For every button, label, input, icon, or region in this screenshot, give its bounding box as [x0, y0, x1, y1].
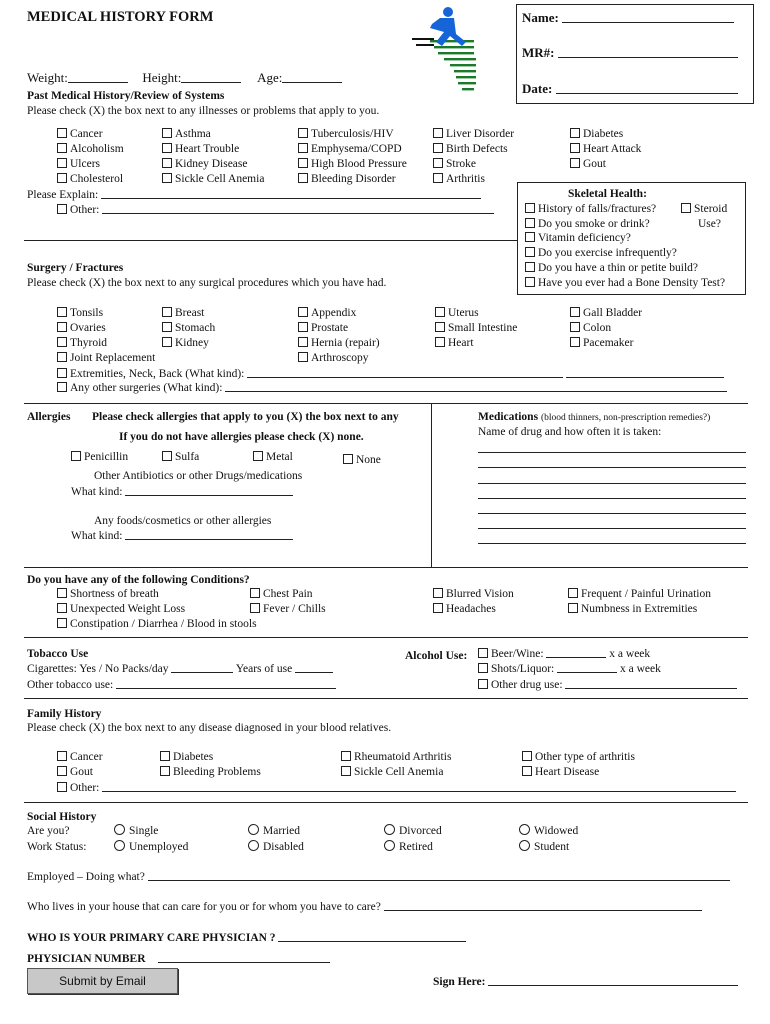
illness-checkbox[interactable] [433, 158, 443, 168]
surgery-item[interactable] [57, 306, 155, 321]
condition-item[interactable] [57, 602, 257, 617]
allergy-penicillin[interactable]: Penicillin [71, 450, 128, 464]
radio-widowed-icon[interactable] [519, 824, 530, 835]
skeletal-title: Skeletal Health: [568, 188, 647, 200]
mr-field[interactable]: MR#: [522, 46, 738, 60]
other-tobacco-field[interactable]: Other tobacco use: [27, 677, 336, 692]
surgery-col3 [298, 306, 380, 366]
illness-label: Asthma [175, 128, 211, 140]
family-disease-label: Other type of arthritis [535, 751, 635, 763]
skeletal-checkbox[interactable] [525, 262, 535, 272]
other-antibiotics-label: Other Antibiotics or other Drugs/medications [94, 470, 303, 482]
metal-checkbox[interactable] [253, 451, 263, 461]
family-other-field[interactable]: Other: [57, 780, 736, 795]
extremities-checkbox[interactable] [57, 368, 67, 378]
radio-unemployed[interactable]: Unemployed [114, 840, 188, 854]
surgery-item[interactable] [57, 321, 155, 336]
medications-instruction: Name of drug and how often it is taken: [478, 426, 662, 438]
family-disease-item[interactable] [522, 765, 635, 780]
condition-checkbox[interactable] [57, 588, 67, 598]
illness-item[interactable] [433, 142, 514, 157]
other-surgery-field[interactable]: Any other surgeries (What kind): [57, 380, 727, 395]
surgery-checkbox[interactable] [435, 322, 445, 332]
column-divider [431, 403, 432, 567]
condition-item[interactable] [568, 587, 711, 602]
surgery-item[interactable] [570, 306, 642, 321]
illness-label: Diabetes [583, 128, 624, 140]
surgery-col4 [435, 306, 517, 351]
illness-checkbox[interactable] [433, 173, 443, 183]
date-field[interactable]: Date: [522, 82, 738, 96]
surgery-checkbox[interactable] [435, 337, 445, 347]
family-disease-item[interactable] [160, 765, 261, 780]
illness-checkbox[interactable] [57, 143, 67, 153]
form-title: MEDICAL HISTORY FORM [27, 9, 214, 25]
condition-item[interactable] [57, 587, 257, 602]
illness-item[interactable] [162, 157, 264, 172]
surgery-checkbox[interactable] [57, 337, 67, 347]
surgery-item[interactable] [298, 336, 380, 351]
section-divider [24, 698, 748, 699]
cigarettes-field[interactable]: Cigarettes: Yes / No Packs/day Years of use [27, 661, 333, 676]
medication-line[interactable] [478, 543, 746, 544]
condition-checkbox[interactable] [250, 603, 260, 613]
condition-checkbox[interactable] [57, 618, 67, 628]
illness-label: Heart Attack [583, 143, 642, 155]
radio-student-icon[interactable] [519, 840, 530, 851]
explain-field[interactable]: Please Explain: [27, 187, 481, 202]
medication-line[interactable] [478, 483, 746, 484]
surgery-label: Stomach [175, 322, 216, 334]
illness-item[interactable] [433, 157, 514, 172]
condition-checkbox[interactable] [568, 603, 578, 613]
illness-item[interactable] [162, 127, 264, 142]
illness-item[interactable] [298, 142, 407, 157]
illness-label: Stroke [446, 158, 477, 170]
family-disease-checkbox[interactable] [160, 766, 170, 776]
illness-checkbox[interactable] [57, 158, 67, 168]
radio-unemployed-icon[interactable] [114, 840, 125, 851]
illness-item[interactable] [433, 127, 514, 142]
illness-checkbox[interactable] [298, 173, 308, 183]
surgery-checkbox[interactable] [57, 322, 67, 332]
conditions-col4 [568, 587, 711, 617]
family-disease-item[interactable] [160, 750, 261, 765]
conditions-col3 [433, 587, 514, 617]
allergy-sulfa[interactable]: Sulfa [162, 450, 199, 464]
skeletal-item[interactable] [525, 246, 725, 261]
family-disease-label: Cancer [70, 751, 103, 763]
steroid-use-item[interactable]: Steroid Use? [681, 202, 727, 232]
illness-checkbox[interactable] [570, 143, 580, 153]
conditions-col1 [57, 587, 257, 632]
allergies-title: Allergies [27, 411, 71, 423]
none-checkbox[interactable] [343, 454, 353, 464]
surgery-col2 [162, 306, 215, 351]
foods-allergies-label: Any foods/cosmetics or other allergies [94, 515, 272, 527]
condition-label: Chest Pain [263, 588, 313, 600]
condition-checkbox[interactable] [433, 588, 443, 598]
illness-label: Tuberculosis/HIV [311, 128, 394, 140]
pcp-field[interactable]: WHO IS YOUR PRIMARY CARE PHYSICIAN ? [27, 930, 466, 945]
radio-disabled[interactable]: Disabled [248, 840, 304, 854]
surgery-checkbox[interactable] [298, 307, 308, 317]
skeletal-checkbox[interactable] [525, 232, 535, 242]
illness-checkbox[interactable] [162, 128, 172, 138]
illness-item[interactable] [57, 157, 124, 172]
radio-divorced[interactable]: Divorced [384, 824, 442, 838]
other-drug-field[interactable]: Other drug use: [478, 677, 737, 692]
illness-label: Ulcers [70, 158, 101, 170]
surgery-item[interactable] [162, 336, 215, 351]
illness-label: High Blood Pressure [311, 158, 407, 170]
shots-liquor-field[interactable]: Shots/Liquor: x a week [478, 661, 661, 676]
radio-widowed[interactable]: Widowed [519, 824, 578, 838]
surgery-label: Hernia (repair) [311, 337, 380, 349]
shots-liquor-checkbox[interactable] [478, 663, 488, 673]
medications-note: (blood thinners, non-prescription remedies?) [540, 413, 711, 423]
radio-retired-icon[interactable] [384, 840, 395, 851]
illness-checkbox[interactable] [162, 173, 172, 183]
radio-married-icon[interactable] [248, 824, 259, 835]
illness-checkbox[interactable] [162, 143, 172, 153]
surgery-label: Breast [175, 307, 205, 319]
surgery-label: Joint Replacement [70, 352, 156, 364]
skeletal-checkbox[interactable] [525, 203, 535, 213]
surgery-item[interactable] [435, 336, 517, 351]
surgery-item[interactable] [298, 321, 380, 336]
sulfa-checkbox[interactable] [162, 451, 172, 461]
illness-label: Gout [583, 158, 606, 170]
illness-label: Liver Disorder [446, 128, 515, 140]
family-col1 [57, 750, 103, 780]
past-history-col1 [57, 127, 124, 187]
illness-item[interactable] [298, 172, 407, 187]
surgery-item[interactable] [570, 321, 642, 336]
condition-label: Frequent / Painful Urination [581, 588, 711, 600]
name-field[interactable]: Name: [522, 11, 734, 25]
tobacco-title: Tobacco Use [27, 648, 89, 660]
steroid-use-checkbox[interactable] [681, 203, 691, 213]
condition-label: Numbness in Extremities [581, 603, 698, 615]
condition-checkbox[interactable] [57, 603, 67, 613]
skeletal-item[interactable] [525, 276, 725, 291]
family-disease-label: Gout [70, 766, 93, 778]
surgery-item[interactable] [162, 321, 215, 336]
surgery-item[interactable] [298, 351, 380, 366]
family-disease-checkbox[interactable] [341, 751, 351, 761]
illness-checkbox[interactable] [298, 143, 308, 153]
social-title: Social History [27, 811, 97, 823]
illness-label: Cholesterol [70, 173, 124, 185]
surgery-label: Kidney [175, 337, 209, 349]
surgery-checkbox[interactable] [162, 307, 172, 317]
allergies-none-note: If you do not have allergies please check (X) none. [119, 431, 364, 443]
family-disease-checkbox[interactable] [522, 751, 532, 761]
skeletal-label: History of falls/fractures? [538, 203, 657, 215]
age-input[interactable] [282, 71, 342, 83]
family-disease-checkbox[interactable] [522, 766, 532, 776]
condition-label: Unexpected Weight Loss [70, 603, 186, 615]
illness-checkbox[interactable] [57, 173, 67, 183]
condition-checkbox[interactable] [250, 588, 260, 598]
medications-heading [478, 410, 710, 425]
surgery-label: Gall Bladder [583, 307, 643, 319]
surgery-label: Small Intestine [448, 322, 518, 334]
lives-with-field[interactable]: Who lives in your house that can care for you or for whom you have to care? [27, 899, 702, 914]
surgery-label: Colon [583, 322, 612, 334]
skeletal-label: Do you smoke or drink? [538, 217, 650, 230]
section-divider [24, 403, 748, 404]
medication-line[interactable] [478, 498, 746, 499]
beer-wine-checkbox[interactable] [478, 648, 488, 658]
skeletal-item[interactable] [525, 231, 725, 246]
alcohol-title: Alcohol Use: [405, 650, 468, 662]
family-disease-item[interactable] [57, 765, 103, 780]
family-disease-item[interactable] [57, 750, 103, 765]
family-disease-checkbox[interactable] [57, 751, 67, 761]
allergy-metal[interactable]: Metal [253, 450, 293, 464]
illness-item[interactable] [570, 142, 641, 157]
condition-item[interactable] [57, 617, 257, 632]
illness-item[interactable] [57, 127, 124, 142]
condition-label: Headaches [446, 603, 496, 615]
past-history-title: Past Medical History/Review of Systems [27, 90, 225, 102]
skeletal-checkbox[interactable] [525, 277, 535, 287]
conditions-title: Do you have any of the following Conditions? [27, 574, 250, 586]
submit-by-email-button[interactable]: Submit by Email [27, 968, 178, 994]
illness-checkbox[interactable] [433, 128, 443, 138]
family-disease-item[interactable] [341, 750, 451, 765]
family-disease-item[interactable] [522, 750, 635, 765]
age-label: Age: [257, 70, 283, 85]
are-you-label: Are you? [27, 825, 70, 837]
surgery-label: Uterus [448, 307, 479, 319]
surgery-checkbox[interactable] [298, 337, 308, 347]
weight-input[interactable] [68, 71, 128, 83]
surgery-title: Surgery / Fractures [27, 262, 124, 274]
illness-label: Kidney Disease [175, 158, 248, 170]
vitals-row [27, 71, 342, 85]
surgery-item[interactable] [435, 321, 517, 336]
medications-title: Medications [478, 411, 539, 423]
skeletal-label: Do you have a thin or petite build? [538, 261, 699, 274]
past-history-col5 [570, 127, 641, 172]
condition-item[interactable] [250, 602, 326, 617]
condition-label: Shortness of breath [70, 588, 159, 600]
illness-item[interactable] [162, 142, 264, 157]
family-disease-checkbox[interactable] [57, 766, 67, 776]
past-history-col4 [433, 127, 514, 187]
family-disease-label: Bleeding Problems [173, 766, 261, 778]
height-label: Height: [142, 70, 182, 85]
surgery-label: Prostate [311, 322, 349, 334]
illness-checkbox[interactable] [570, 128, 580, 138]
condition-checkbox[interactable] [568, 588, 578, 598]
surgery-col5 [570, 306, 642, 351]
radio-married[interactable]: Married [248, 824, 300, 838]
radio-retired[interactable]: Retired [384, 840, 433, 854]
condition-item[interactable] [250, 587, 326, 602]
illness-label: Birth Defects [446, 143, 508, 155]
other-surgery-checkbox[interactable] [57, 382, 67, 392]
condition-label: Blurred Vision [446, 588, 514, 600]
skeletal-checkbox[interactable] [525, 247, 535, 257]
section-divider [24, 567, 748, 568]
physician-number-field[interactable]: PHYSICIAN NUMBER [27, 951, 330, 966]
allergies-instruction: Please check allergies that apply to you (X) the box next to any [92, 411, 399, 423]
family-disease-label: Diabetes [173, 751, 214, 763]
illness-label: Cancer [70, 128, 103, 140]
surgery-item[interactable] [162, 306, 215, 321]
illness-checkbox[interactable] [433, 143, 443, 153]
surgery-checkbox[interactable] [298, 322, 308, 332]
illness-label: Alcoholism [70, 143, 124, 155]
surgery-item[interactable] [57, 336, 155, 351]
radio-student[interactable]: Student [519, 840, 569, 854]
radio-disabled-icon[interactable] [248, 840, 259, 851]
conditions-col2 [250, 587, 326, 617]
surgery-instruction: Please check (X) the box next to any surgical procedures which you have had. [27, 277, 387, 289]
illness-item[interactable] [162, 172, 264, 187]
surgery-checkbox[interactable] [57, 352, 67, 362]
condition-item[interactable] [433, 587, 514, 602]
illness-item[interactable] [570, 127, 641, 142]
illness-checkbox[interactable] [298, 128, 308, 138]
surgery-checkbox[interactable] [162, 322, 172, 332]
past-history-col2 [162, 127, 264, 187]
illness-item[interactable] [57, 172, 124, 187]
penicillin-checkbox[interactable] [71, 451, 81, 461]
section-divider [24, 637, 748, 638]
surgery-checkbox[interactable] [57, 307, 67, 317]
family-disease-checkbox[interactable] [341, 766, 351, 776]
surgery-label: Arthroscopy [311, 352, 369, 364]
surgery-checkbox[interactable] [570, 307, 580, 317]
section-divider [24, 802, 748, 803]
foods-what-kind-field[interactable]: What kind: [71, 528, 293, 543]
illness-label: Emphysema/COPD [311, 143, 402, 155]
skeletal-label: Do you exercise infrequently? [538, 247, 677, 260]
antibiotics-what-kind-field[interactable]: What kind: [71, 484, 293, 499]
surgery-col1 [57, 306, 155, 366]
condition-item[interactable] [433, 602, 514, 617]
illness-item[interactable] [433, 172, 514, 187]
section-divider [24, 240, 518, 241]
family-disease-label: Sickle Cell Anemia [354, 766, 444, 778]
family-other-checkbox[interactable] [57, 782, 67, 792]
illness-label: Heart Trouble [175, 143, 240, 155]
signature-field[interactable]: Sign Here: [433, 974, 738, 989]
medication-line[interactable] [478, 528, 746, 529]
surgery-checkbox[interactable] [570, 322, 580, 332]
illness-label: Arthritis [446, 173, 485, 185]
illness-item[interactable] [298, 157, 407, 172]
surgery-label: Tonsils [70, 307, 104, 319]
family-title: Family History [27, 708, 102, 720]
running-figure-logo-icon [410, 6, 482, 98]
radio-divorced-icon[interactable] [384, 824, 395, 835]
surgery-label: Heart [448, 337, 474, 349]
illness-item[interactable] [57, 142, 124, 157]
family-disease-item[interactable] [341, 765, 451, 780]
past-history-col3 [298, 127, 407, 187]
surgery-item[interactable] [570, 336, 642, 351]
surgery-label: Pacemaker [583, 337, 634, 349]
condition-label: Constipation / Diarrhea / Blood in stools [70, 618, 257, 630]
skeletal-label: Have you ever had a Bone Density Test? [538, 276, 726, 289]
other-drug-checkbox[interactable] [478, 679, 488, 689]
condition-label: Fever / Chills [263, 603, 326, 615]
skeletal-checkbox[interactable] [525, 218, 535, 228]
medication-line[interactable] [478, 513, 746, 514]
surgery-checkbox[interactable] [435, 307, 445, 317]
radio-single[interactable]: Single [114, 824, 158, 838]
work-status-label: Work Status: [27, 841, 87, 853]
other-illness-checkbox[interactable] [57, 204, 67, 214]
surgery-checkbox[interactable] [298, 352, 308, 362]
family-instruction: Please check (X) the box next to any disease diagnosed in your blood relatives. [27, 722, 392, 734]
height-input[interactable] [181, 71, 241, 83]
illness-label: Sickle Cell Anemia [175, 173, 265, 185]
surgery-item[interactable] [435, 306, 517, 321]
family-col4 [522, 750, 635, 780]
past-history-instruction: Please check (X) the box next to any illnesses or problems that apply to you. [27, 105, 380, 117]
illness-label: Bleeding Disorder [311, 173, 396, 185]
family-disease-label: Heart Disease [535, 766, 600, 778]
surgery-checkbox[interactable] [570, 337, 580, 347]
surgery-checkbox[interactable] [162, 337, 172, 347]
radio-single-icon[interactable] [114, 824, 125, 835]
family-col3 [341, 750, 451, 780]
illness-checkbox[interactable] [570, 158, 580, 168]
illness-checkbox[interactable] [57, 128, 67, 138]
beer-wine-field[interactable]: Beer/Wine: x a week [478, 646, 650, 661]
weight-label: Weight: [27, 70, 68, 85]
extremities-field[interactable]: Extremities, Neck, Back (What kind): [57, 366, 724, 381]
illness-checkbox[interactable] [162, 158, 172, 168]
medication-line[interactable] [478, 467, 746, 468]
allergy-none[interactable]: None [343, 453, 381, 467]
illness-item[interactable] [298, 127, 407, 142]
other-illness-field[interactable]: Other: [57, 202, 494, 217]
surgery-item[interactable] [298, 306, 380, 321]
skeletal-label: Vitamin deficiency? [538, 232, 631, 245]
skeletal-item[interactable] [525, 261, 725, 276]
condition-checkbox[interactable] [433, 603, 443, 613]
family-disease-checkbox[interactable] [160, 751, 170, 761]
condition-item[interactable] [568, 602, 711, 617]
surgery-item[interactable] [57, 351, 155, 366]
surgery-label: Ovaries [70, 322, 106, 334]
family-col2 [160, 750, 261, 780]
illness-item[interactable] [570, 157, 641, 172]
illness-checkbox[interactable] [298, 158, 308, 168]
medication-line[interactable] [478, 452, 746, 453]
surgery-label: Thyroid [70, 337, 108, 349]
surgery-label: Appendix [311, 307, 357, 319]
employed-field[interactable]: Employed – Doing what? [27, 869, 730, 884]
family-disease-label: Rheumatoid Arthritis [354, 751, 452, 763]
